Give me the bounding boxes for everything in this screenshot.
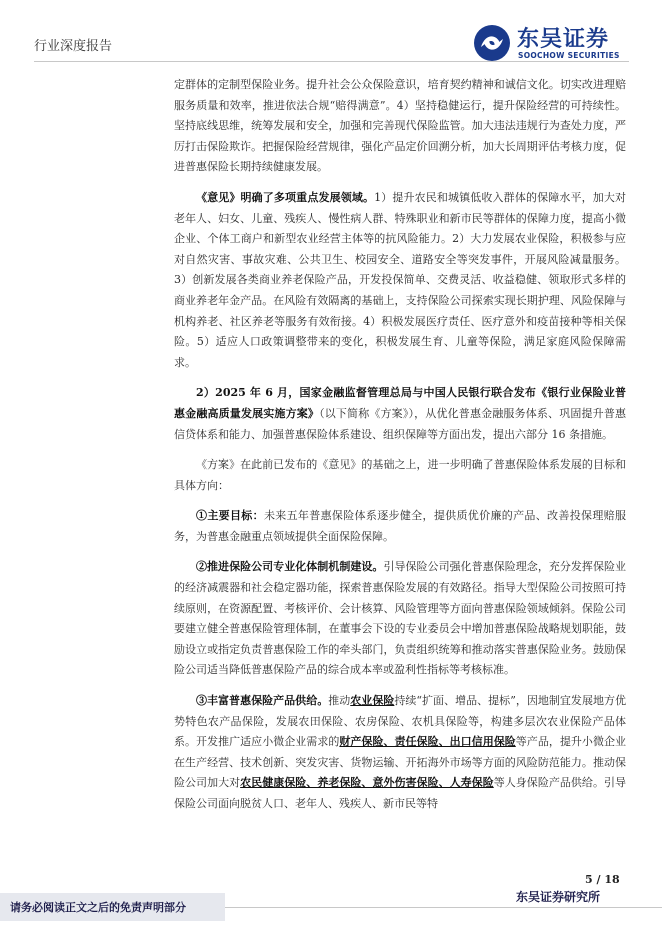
mechanism-heading: ②推进保险公司专业化体制机制建设。 xyxy=(196,560,384,574)
page-number: 5 / 18 xyxy=(585,873,620,886)
report-type-label: 行业深度报告 xyxy=(34,39,113,54)
paragraph-plan-release xyxy=(174,383,626,445)
report-body xyxy=(174,75,626,825)
main-goal-text: 未来五年普惠保险体系逐步健全，提供质优价廉的产品、改善投保理赔服务，为普惠金融重点领域提供全面保险保障。 xyxy=(174,509,627,543)
mechanism-text: 引导保险公司强化普惠保险理念，充分发挥保险业的经济减震器和社会稳定器功能，探索普惠保险发展的有效路径。指导大型保险公司按照可持续原则，在资源配置、考核评价、会计核算、风险管理等方面向普惠保险领域倾斜。保险公司要建立健全普惠保险管理体制，在董事会下设的专业委员会中增加普惠保险战略规划职能，鼓励设立或指定负责普惠保险工作的牵头部门，负责组织统筹和推动落实普惠保险业务。鼓励保险公司适当降低普惠保险产品的综合成本率或盈利性指标等考核标准。 xyxy=(174,560,627,677)
product-supply-text-a: 推动 xyxy=(328,694,351,708)
key-areas-heading: 《意见》明确了多项重点发展领域。 xyxy=(196,190,375,204)
paragraph-insurance-operation: 定群体的定制型保险业务。提升社会公众保险意识，培育契约精神和诚信文化。切实改进理赔服务质量和效率，推进依法合规“赔得满意”。4）坚持稳健运行，提升保险经营的可持续性。坚持底线思维，统筹发展和安全，加强和完善现代保险监管。加大违法违规行为查处力度，严厉打击保险欺诈。把握保险经营规律，强化产品定价回溯分析，加大长周期评估考核力度，促进普惠保险长期持续健康发展。 xyxy=(174,78,626,174)
main-goal-heading: ①主要目标： xyxy=(196,509,264,523)
paragraph-main-goal xyxy=(174,506,626,547)
footer-divider xyxy=(225,907,662,908)
paragraph-plan-direction: 《方案》在此前已发布的《意见》的基础之上，进一步明确了普惠保险体系发展的目标和具体方向： xyxy=(174,458,626,492)
property-liability-highlight: 财产保险、责任保险、出口信用保险 xyxy=(339,735,516,749)
logo-text-en: SOOCHOW SECURITIES xyxy=(518,51,620,60)
soochow-logo-icon xyxy=(473,24,511,62)
plan-release-text: （以下简称《方案》），从优化普惠金融服务体系、巩固提升普惠信贷体系和能力、加强普惠保险体系建设、组织保障等方面出发，提出六部分 16 条措施。 xyxy=(174,406,626,441)
footer-institute: 东吴证券研究所 xyxy=(516,890,601,904)
key-areas-text: 1）提升农民和城镇低收入群体的保障水平，加大对老年人、妇女、儿童、残疾人、慢性病人群、特殊职业和新市民等群体的保障力度，提高小微企业、个体工商户和新型农业经营主体等的抗风险能力。2）大力发展农业保险，积极参与应对自然灾害、事故灾难、公共卫生、校园安全、道路安全等突发事件，开展风险减量服务。3）创新发展各类商业养老保险产品，开发投保简单、交费灵活、收益稳健、领取形式多样的商业养老年金产品。在风险有效隔离的基础上，支持保险公司探索实现长期护理、风险保障与机构养老、社区养老等服务有效衔接。4）积极发展医疗责任、医疗意外和疫苗接种等相关保险。5）适应人口政策调整带来的变化，积极发展生育、儿童等保险，满足家庭风险保障需求。 xyxy=(174,190,627,369)
paragraph-key-areas xyxy=(174,188,626,373)
agri-insurance-highlight: 农业保险 xyxy=(350,694,395,708)
paragraph-product-supply xyxy=(174,691,626,815)
plan-release-heading: 2）2025 年 6 月，国家金融监督管理总局与中国人民银行联合发布《银行业保险业普惠金融高质量发展实施方案》 xyxy=(174,386,626,420)
header-divider xyxy=(34,61,629,62)
footer-disclaimer: 请务必阅读正文之后的免责声明部分 xyxy=(10,901,186,914)
company-logo xyxy=(473,22,633,66)
product-supply-text-d: 等人身保险产品供给。引导保险公司面向脱贫人口、老年人、残疾人、新市民等特 xyxy=(174,776,627,810)
product-supply-text-c: 等产品，提升小微企业在生产经营、技术创新、突发灾害、货物运输、开拓海外市场等方面的风险防范能力。推动保险公司加大对 xyxy=(174,735,627,790)
product-supply-text-b: 持续“扩面、增品、提标”，因地制宜发展地方优势特色农产品保险，发展农田保险、农房保险、农机具保险等，构建多层次农业保险产品体系。开发推广适应小微企业需求的 xyxy=(174,694,627,749)
product-supply-heading: ③丰富普惠保险产品供给。 xyxy=(196,694,329,708)
personal-insurance-highlight: 农民健康保险、养老保险、意外伤害保险、人寿保险 xyxy=(240,776,494,790)
paragraph-mechanism xyxy=(174,557,626,681)
logo-text-cn: 东吴证券 xyxy=(517,27,610,52)
